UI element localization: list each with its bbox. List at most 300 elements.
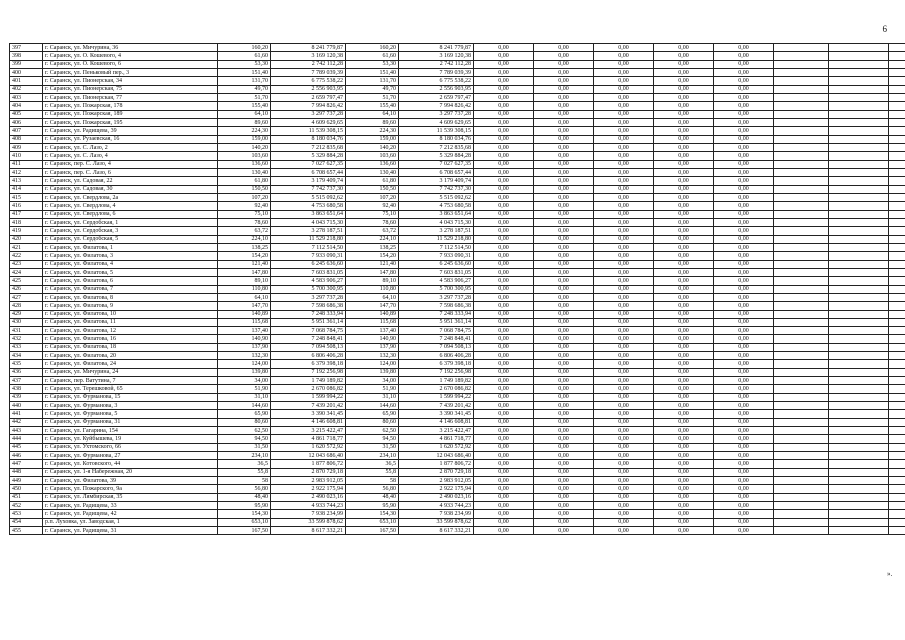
amount-cell: 89,60 — [218, 118, 271, 126]
amount-cell: 140,89 — [346, 310, 399, 318]
address-cell: г. Саранск, пер. С. Лазо, 6 — [43, 168, 218, 176]
amount-cell: 0,00 — [474, 368, 534, 376]
amount-cell: 0,00 — [534, 252, 594, 260]
empty-cell — [829, 202, 889, 210]
address-cell: г. Саранск, ул. Радищева, 39 — [43, 127, 218, 135]
amount-cell: 0,00 — [474, 302, 534, 310]
table-row — [10, 268, 905, 276]
empty-cell — [829, 193, 889, 201]
table-row — [10, 435, 905, 443]
amount-cell: 0,00 — [714, 168, 774, 176]
amount-cell: 5 329 884,28 — [271, 152, 346, 160]
amount-cell: 2 659 797,47 — [399, 93, 474, 101]
amount-cell: 0,00 — [654, 152, 714, 160]
address-cell: г. Саранск, ул. Садовая, 22 — [43, 177, 218, 185]
amount-cell: 0,00 — [474, 218, 534, 226]
amount-cell: 0,00 — [654, 368, 714, 376]
row-number-cell: 402 — [10, 85, 43, 93]
empty-cell — [889, 310, 905, 318]
amount-cell: 0,00 — [714, 285, 774, 293]
amount-cell: 55,8 — [218, 468, 271, 476]
empty-cell — [774, 210, 829, 218]
amount-cell: 7 027 627,35 — [271, 160, 346, 168]
amount-cell: 0,00 — [594, 68, 654, 76]
address-cell: г. Саранск, ул. Филатова, 39 — [43, 477, 218, 485]
row-number-cell: 443 — [10, 427, 43, 435]
amount-cell: 4 933 744,23 — [271, 502, 346, 510]
amount-cell: 0,00 — [714, 102, 774, 110]
amount-cell: 1 877 806,72 — [399, 460, 474, 468]
amount-cell: 167,50 — [346, 527, 399, 535]
amount-cell: 0,00 — [714, 510, 774, 518]
empty-cell — [829, 510, 889, 518]
empty-cell — [774, 327, 829, 335]
table-row — [10, 452, 905, 460]
amount-cell: 63,72 — [346, 227, 399, 235]
row-number-cell: 434 — [10, 352, 43, 360]
amount-cell: 0,00 — [534, 510, 594, 518]
amount-cell: 78,60 — [346, 218, 399, 226]
amount-cell: 0,00 — [654, 85, 714, 93]
empty-cell — [774, 110, 829, 118]
amount-cell: 0,00 — [474, 402, 534, 410]
amount-cell: 0,00 — [654, 210, 714, 218]
amount-cell: 1 877 806,72 — [271, 460, 346, 468]
amount-cell: 224,10 — [346, 235, 399, 243]
amount-cell: 0,00 — [714, 352, 774, 360]
empty-cell — [829, 352, 889, 360]
amount-cell: 0,00 — [714, 343, 774, 351]
amount-cell: 11 539 308,15 — [271, 127, 346, 135]
amount-cell: 0,00 — [594, 85, 654, 93]
row-number-cell: 409 — [10, 143, 43, 151]
amount-cell: 0,00 — [714, 277, 774, 285]
amount-cell: 0,00 — [594, 44, 654, 52]
amount-cell: 51,90 — [346, 385, 399, 393]
address-cell: г. Саранск, ул. Свердлова, 6 — [43, 210, 218, 218]
table-row — [10, 402, 905, 410]
amount-cell: 0,00 — [714, 443, 774, 451]
address-cell: г. Саранск, ул. Фурманова, 5 — [43, 410, 218, 418]
amount-cell: 0,00 — [534, 377, 594, 385]
empty-cell — [774, 335, 829, 343]
amount-cell: 0,00 — [474, 85, 534, 93]
amount-cell: 7 112 514,50 — [271, 243, 346, 251]
amount-cell: 0,00 — [594, 393, 654, 401]
address-cell: г. Саранск, ул. Радищева, 31 — [43, 527, 218, 535]
amount-cell: 159,00 — [218, 135, 271, 143]
empty-cell — [829, 210, 889, 218]
table-row — [10, 485, 905, 493]
amount-cell: 0,00 — [594, 227, 654, 235]
amount-cell: 0,00 — [654, 60, 714, 68]
empty-cell — [889, 368, 905, 376]
table-row — [10, 185, 905, 193]
amount-cell: 138,25 — [218, 243, 271, 251]
amount-cell: 0,00 — [474, 427, 534, 435]
empty-cell — [889, 152, 905, 160]
empty-cell — [889, 93, 905, 101]
empty-cell — [829, 127, 889, 135]
amount-cell: 0,00 — [594, 177, 654, 185]
empty-cell — [889, 135, 905, 143]
amount-cell: 31,10 — [218, 393, 271, 401]
amount-cell: 3 169 120,38 — [399, 52, 474, 60]
amount-cell: 0,00 — [534, 427, 594, 435]
amount-cell: 0,00 — [654, 110, 714, 118]
row-number-cell: 435 — [10, 360, 43, 368]
amount-cell: 61,80 — [218, 177, 271, 185]
table-row — [10, 285, 905, 293]
address-cell: г. Саранск, ул. Пионерская, 75 — [43, 85, 218, 93]
amount-cell: 3 169 120,38 — [271, 52, 346, 60]
row-number-cell: 412 — [10, 168, 43, 176]
amount-cell: 64,10 — [346, 293, 399, 301]
amount-cell: 0,00 — [474, 393, 534, 401]
amount-cell: 0,00 — [594, 410, 654, 418]
empty-cell — [774, 485, 829, 493]
empty-cell — [774, 460, 829, 468]
amount-cell: 0,00 — [474, 93, 534, 101]
amount-cell: 31,10 — [346, 393, 399, 401]
empty-cell — [889, 435, 905, 443]
table-row — [10, 360, 905, 368]
amount-cell: 8 180 034,76 — [271, 135, 346, 143]
amount-cell: 0,00 — [654, 435, 714, 443]
amount-cell: 6 775 538,22 — [399, 77, 474, 85]
empty-cell — [829, 277, 889, 285]
amount-cell: 140,90 — [218, 335, 271, 343]
amount-cell: 7 068 784,75 — [271, 327, 346, 335]
empty-cell — [889, 202, 905, 210]
amount-cell: 63,72 — [218, 227, 271, 235]
amount-cell: 0,00 — [714, 435, 774, 443]
amount-cell: 56,80 — [218, 485, 271, 493]
amount-cell: 7 212 835,68 — [399, 143, 474, 151]
amount-cell: 140,20 — [346, 143, 399, 151]
amount-cell: 8 180 034,76 — [399, 135, 474, 143]
amount-cell: 0,00 — [474, 102, 534, 110]
table-row — [10, 102, 905, 110]
amount-cell: 0,00 — [534, 77, 594, 85]
amount-cell: 0,00 — [654, 177, 714, 185]
amount-cell: 0,00 — [654, 185, 714, 193]
amount-cell: 64,10 — [218, 293, 271, 301]
amount-cell: 0,00 — [594, 510, 654, 518]
amount-cell: 7 094 508,13 — [271, 343, 346, 351]
amount-cell: 0,00 — [474, 493, 534, 501]
amount-cell: 0,00 — [534, 393, 594, 401]
amount-cell: 7 603 831,05 — [399, 268, 474, 276]
empty-cell — [774, 493, 829, 501]
empty-cell — [829, 102, 889, 110]
amount-cell: 4 583 906,27 — [271, 277, 346, 285]
amount-cell: 0,00 — [474, 460, 534, 468]
amount-cell: 0,00 — [594, 402, 654, 410]
amount-cell: 0,00 — [714, 227, 774, 235]
empty-cell — [889, 527, 905, 535]
amount-cell: 0,00 — [714, 52, 774, 60]
amount-cell: 0,00 — [534, 210, 594, 218]
amount-cell: 0,00 — [654, 493, 714, 501]
table-row — [10, 160, 905, 168]
address-cell: г. Саранск, ул. Филатова, 16 — [43, 335, 218, 343]
amount-cell: 58 — [218, 477, 271, 485]
amount-cell: 2 922 175,94 — [271, 485, 346, 493]
amount-cell: 0,00 — [714, 85, 774, 93]
amount-cell: 0,00 — [714, 335, 774, 343]
amount-cell: 136,60 — [218, 160, 271, 168]
amount-cell: 121,40 — [346, 260, 399, 268]
amount-cell: 58 — [346, 477, 399, 485]
row-number-cell: 400 — [10, 68, 43, 76]
amount-cell: 115,68 — [346, 318, 399, 326]
empty-cell — [829, 160, 889, 168]
amount-cell: 0,00 — [714, 410, 774, 418]
table-row — [10, 343, 905, 351]
address-cell: г. Саранск, ул. Филатова, 5 — [43, 268, 218, 276]
amount-cell: 0,00 — [714, 235, 774, 243]
amount-cell: 0,00 — [594, 243, 654, 251]
empty-cell — [829, 185, 889, 193]
amount-cell: 137,90 — [218, 343, 271, 351]
amount-cell: 62,50 — [218, 427, 271, 435]
empty-cell — [829, 177, 889, 185]
empty-cell — [889, 68, 905, 76]
amount-cell: 0,00 — [714, 293, 774, 301]
empty-cell — [774, 293, 829, 301]
amount-cell: 0,00 — [654, 260, 714, 268]
table-row — [10, 68, 905, 76]
empty-cell — [829, 302, 889, 310]
empty-cell — [829, 143, 889, 151]
amount-cell: 150,50 — [346, 185, 399, 193]
amount-cell: 0,00 — [654, 443, 714, 451]
amount-cell: 92,40 — [346, 202, 399, 210]
amount-cell: 0,00 — [474, 227, 534, 235]
row-number-cell: 454 — [10, 518, 43, 526]
empty-cell — [774, 168, 829, 176]
amount-cell: 4 146 608,81 — [271, 418, 346, 426]
amount-cell: 48,40 — [218, 493, 271, 501]
table-row — [10, 143, 905, 151]
table-row — [10, 410, 905, 418]
empty-cell — [829, 168, 889, 176]
row-number-cell: 452 — [10, 502, 43, 510]
empty-cell — [774, 310, 829, 318]
amount-cell: 0,00 — [654, 202, 714, 210]
amount-cell: 0,00 — [534, 268, 594, 276]
empty-cell — [889, 268, 905, 276]
row-number-cell: 413 — [10, 177, 43, 185]
amount-cell: 0,00 — [534, 518, 594, 526]
amount-cell: 0,00 — [714, 360, 774, 368]
amount-cell: 11 529 218,80 — [399, 235, 474, 243]
row-number-cell: 445 — [10, 443, 43, 451]
table-row — [10, 418, 905, 426]
empty-cell — [829, 218, 889, 226]
amount-cell: 0,00 — [534, 177, 594, 185]
amount-cell: 0,00 — [534, 443, 594, 451]
amount-cell: 0,00 — [714, 302, 774, 310]
empty-cell — [889, 277, 905, 285]
amount-cell: 0,00 — [654, 518, 714, 526]
table-row — [10, 152, 905, 160]
amount-cell: 0,00 — [534, 360, 594, 368]
amount-cell: 0,00 — [474, 410, 534, 418]
amount-cell: 0,00 — [534, 160, 594, 168]
row-number-cell: 441 — [10, 410, 43, 418]
empty-cell — [774, 368, 829, 376]
empty-cell — [774, 243, 829, 251]
amount-cell: 0,00 — [534, 468, 594, 476]
amount-cell: 137,90 — [346, 343, 399, 351]
amount-cell: 0,00 — [714, 110, 774, 118]
amount-cell: 0,00 — [594, 60, 654, 68]
amount-cell: 0,00 — [534, 135, 594, 143]
table-row — [10, 493, 905, 501]
amount-cell: 124,00 — [346, 360, 399, 368]
amount-cell: 0,00 — [714, 502, 774, 510]
empty-cell — [774, 44, 829, 52]
amount-cell: 6 379 398,18 — [271, 360, 346, 368]
amount-cell: 0,00 — [654, 377, 714, 385]
address-cell: г. Саранск, ул. Филатова, 9 — [43, 302, 218, 310]
amount-cell: 147,80 — [218, 268, 271, 276]
empty-cell — [889, 510, 905, 518]
empty-cell — [774, 252, 829, 260]
table-row — [10, 368, 905, 376]
amount-cell: 0,00 — [654, 360, 714, 368]
empty-cell — [774, 160, 829, 168]
address-cell: г. Саранск, ул. Филатова, 1 — [43, 243, 218, 251]
amount-cell: 0,00 — [474, 385, 534, 393]
amount-cell: 0,00 — [654, 352, 714, 360]
amount-cell: 7 938 234,99 — [271, 510, 346, 518]
amount-cell: 0,00 — [594, 443, 654, 451]
amount-cell: 103,60 — [218, 152, 271, 160]
empty-cell — [889, 44, 905, 52]
amount-cell: 0,00 — [714, 452, 774, 460]
address-cell: г. Саранск, ул. Филатова, 11 — [43, 318, 218, 326]
amount-cell: 4 609 629,65 — [271, 118, 346, 126]
table-row — [10, 377, 905, 385]
amount-cell: 31,50 — [346, 443, 399, 451]
amount-cell: 0,00 — [654, 477, 714, 485]
amount-cell: 0,00 — [534, 418, 594, 426]
amount-cell: 94,50 — [346, 435, 399, 443]
amount-cell: 160,20 — [346, 44, 399, 52]
row-number-cell: 448 — [10, 468, 43, 476]
table-row — [10, 352, 905, 360]
amount-cell: 0,00 — [534, 243, 594, 251]
amount-cell: 0,00 — [594, 293, 654, 301]
empty-cell — [829, 118, 889, 126]
row-number-cell: 439 — [10, 393, 43, 401]
empty-cell — [829, 402, 889, 410]
amount-cell: 0,00 — [474, 377, 534, 385]
amount-cell: 3 215 422,47 — [271, 427, 346, 435]
amount-cell: 147,70 — [346, 302, 399, 310]
row-number-cell: 450 — [10, 485, 43, 493]
amount-cell: 155,40 — [346, 102, 399, 110]
amount-cell: 0,00 — [594, 260, 654, 268]
amount-cell: 51,70 — [218, 93, 271, 101]
amount-cell: 0,00 — [594, 502, 654, 510]
amount-cell: 7 112 514,50 — [399, 243, 474, 251]
amount-cell: 75,10 — [218, 210, 271, 218]
amount-cell: 0,00 — [654, 135, 714, 143]
amount-cell: 0,00 — [534, 277, 594, 285]
amount-cell: 0,00 — [714, 185, 774, 193]
empty-cell — [889, 185, 905, 193]
empty-cell — [889, 285, 905, 293]
amount-cell: 95,90 — [218, 502, 271, 510]
amount-cell: 0,00 — [534, 152, 594, 160]
empty-cell — [829, 310, 889, 318]
table-row — [10, 243, 905, 251]
table-row — [10, 310, 905, 318]
amount-cell: 0,00 — [474, 185, 534, 193]
amount-cell: 94,50 — [218, 435, 271, 443]
amount-cell: 0,00 — [534, 368, 594, 376]
amount-cell: 0,00 — [534, 527, 594, 535]
amount-cell: 0,00 — [654, 402, 714, 410]
amount-cell: 0,00 — [714, 44, 774, 52]
empty-cell — [829, 260, 889, 268]
row-number-cell: 437 — [10, 377, 43, 385]
empty-cell — [829, 335, 889, 343]
amount-cell: 0,00 — [654, 527, 714, 535]
amount-cell: 0,00 — [594, 235, 654, 243]
housing-registry-table — [9, 43, 905, 535]
address-cell: г. Саранск, ул. Куйбышева, 19 — [43, 435, 218, 443]
amount-cell: 0,00 — [534, 477, 594, 485]
amount-cell: 0,00 — [654, 318, 714, 326]
amount-cell: 0,00 — [474, 77, 534, 85]
amount-cell: 7 994 826,42 — [271, 102, 346, 110]
empty-cell — [889, 377, 905, 385]
amount-cell: 0,00 — [714, 385, 774, 393]
empty-cell — [774, 410, 829, 418]
amount-cell: 0,00 — [654, 143, 714, 151]
amount-cell: 36,5 — [218, 460, 271, 468]
amount-cell: 0,00 — [534, 352, 594, 360]
empty-cell — [829, 343, 889, 351]
amount-cell: 0,00 — [534, 93, 594, 101]
amount-cell: 0,00 — [594, 277, 654, 285]
table-row — [10, 168, 905, 176]
amount-cell: 0,00 — [534, 310, 594, 318]
table-row — [10, 293, 905, 301]
amount-cell: 0,00 — [714, 60, 774, 68]
amount-cell: 53,30 — [218, 60, 271, 68]
amount-cell: 0,00 — [534, 118, 594, 126]
amount-cell: 3 215 422,47 — [399, 427, 474, 435]
amount-cell: 4 146 608,81 — [399, 418, 474, 426]
amount-cell: 3 297 737,28 — [271, 293, 346, 301]
empty-cell — [889, 335, 905, 343]
amount-cell: 61,80 — [346, 177, 399, 185]
empty-cell — [829, 443, 889, 451]
address-cell: г. Саранск, пер. С. Лазо, 4 — [43, 160, 218, 168]
empty-cell — [829, 435, 889, 443]
amount-cell: 7 212 835,68 — [271, 143, 346, 151]
empty-cell — [829, 477, 889, 485]
empty-cell — [829, 427, 889, 435]
amount-cell: 0,00 — [534, 493, 594, 501]
empty-cell — [774, 477, 829, 485]
